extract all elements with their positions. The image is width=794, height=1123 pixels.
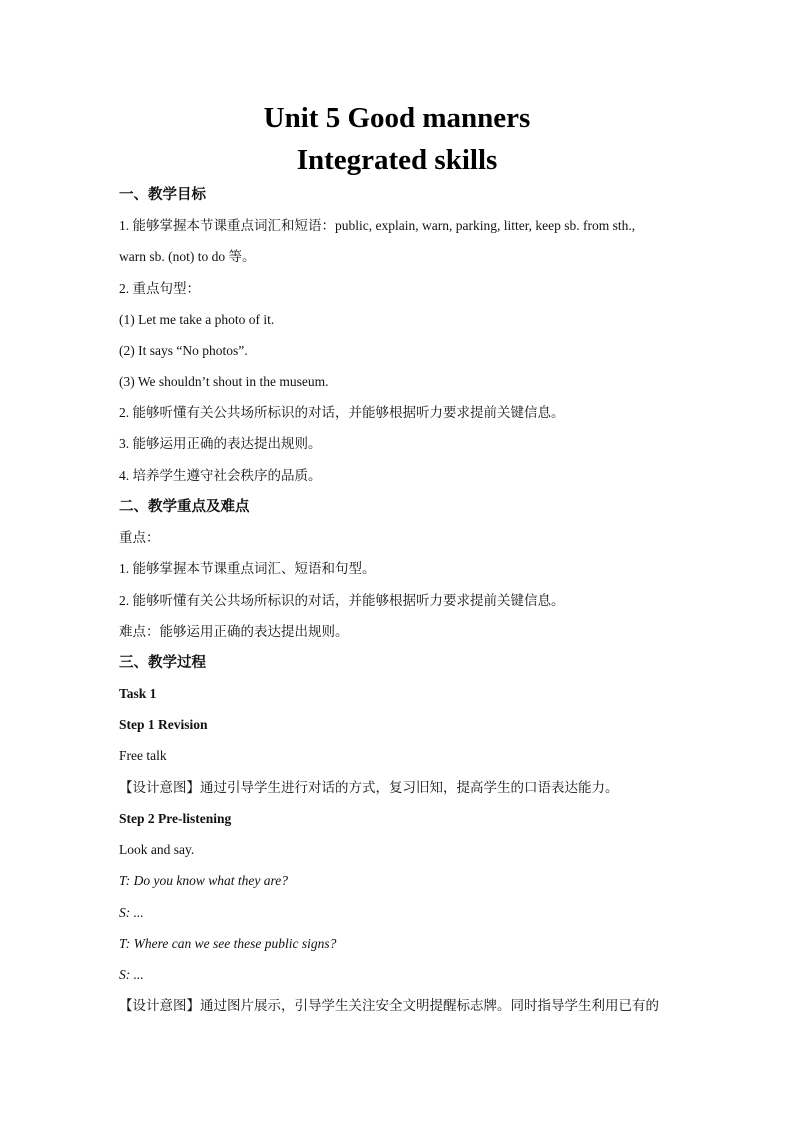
step-1-heading: Step 1 Revision xyxy=(119,717,208,732)
dialogue-teacher-1: T: Do you know what they are? xyxy=(119,873,288,888)
sentence-pattern-1: (1) Let me take a photo of it. xyxy=(119,312,275,327)
design-intent-1: 【设计意图】通过引导学生进行对话的方式，复习旧知，提高学生的口语表达能力。 xyxy=(119,780,619,795)
dialogue-student-2: S: ... xyxy=(119,967,144,982)
key-point-2: 2. 能够听懂有关公共场所标识的对话，并能够根据听力要求提前关键信息。 xyxy=(119,593,565,608)
dialogue-student-1: S: ... xyxy=(119,905,144,920)
sentence-pattern-2: (2) It says “No photos”. xyxy=(119,343,248,358)
key-point-1: 1. 能够掌握本节课重点词汇、短语和句型。 xyxy=(119,561,376,576)
step-2-heading: Step 2 Pre-listening xyxy=(119,811,232,826)
dialogue-teacher-2: T: Where can we see these public signs? xyxy=(119,936,337,951)
difficult-point: 难点：能够运用正确的表达提出规则。 xyxy=(119,624,349,639)
objective-1-continued: warn sb. (not) to do 等。 xyxy=(119,249,256,264)
sentence-pattern-3: (3) We shouldn’t shout in the museum. xyxy=(119,374,329,389)
key-points-label: 重点： xyxy=(119,530,160,545)
objective-4: 4. 培养学生遵守社会秩序的品质。 xyxy=(119,468,322,483)
objective-1: 1. 能够掌握本节课重点词汇和短语：public, explain, warn, parking, litter, keep sb. from sth., xyxy=(119,218,636,233)
design-intent-2: 【设计意图】通过图片展示，引导学生关注安全文明提醒标志牌。同时指导学生利用已有的 xyxy=(119,998,659,1013)
document-title: Unit 5 Good manners xyxy=(263,102,531,134)
section-heading-process: 三、教学过程 xyxy=(119,655,206,671)
objective-2: 2. 重点句型： xyxy=(119,281,200,296)
document-subtitle: Integrated skills xyxy=(296,144,498,176)
objective-listening: 2. 能够听懂有关公共场所标识的对话，并能够根据听力要求提前关键信息。 xyxy=(119,405,565,420)
task-1-heading: Task 1 xyxy=(119,686,157,701)
objective-3: 3. 能够运用正确的表达提出规则。 xyxy=(119,436,322,451)
section-heading-objectives: 一、教学目标 xyxy=(119,187,206,203)
look-and-say: Look and say. xyxy=(119,842,195,857)
free-talk: Free talk xyxy=(119,748,167,763)
section-heading-key-points: 二、教学重点及难点 xyxy=(119,499,250,515)
